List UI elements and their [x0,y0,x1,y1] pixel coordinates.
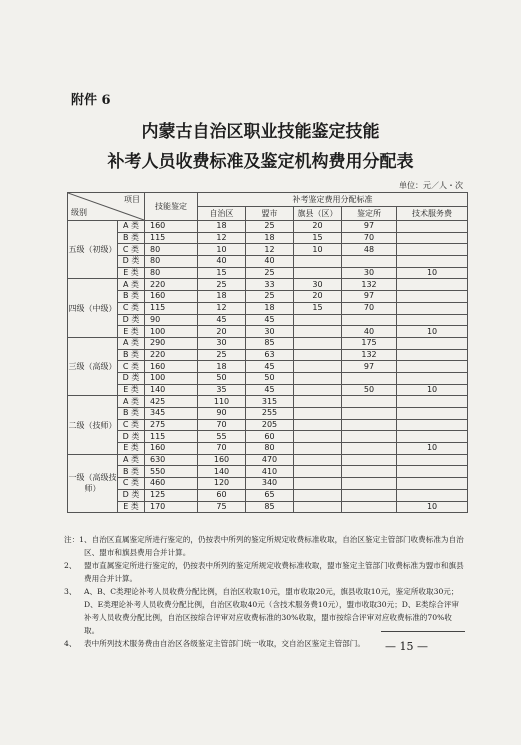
cell-station: 132 [342,349,397,361]
fee-allocation-table [67,192,468,513]
table-row [68,419,468,431]
table-row [68,279,468,291]
cell-league: 340 [246,478,294,490]
cell-station: 70 [342,302,397,314]
unit-label: 单位：元／人・次 [399,181,463,190]
cell-region: 12 [198,232,246,244]
cell-station: 50 [342,384,397,396]
cell-fee: 115 [145,302,198,314]
cell-category: B 类 [118,349,145,361]
cell-station: 30 [342,267,397,279]
table-row [68,221,468,233]
header-item-label: 项目 [124,195,140,204]
table-row [68,337,468,349]
cell-station [342,396,397,408]
cell-category: E 类 [118,501,145,513]
table-row [68,454,468,466]
cell-service [397,291,468,303]
cell-county [294,443,342,455]
cell-county [294,431,342,443]
cell-league: 25 [246,291,294,303]
cell-fee: 220 [145,349,198,361]
cell-fee: 170 [145,501,198,513]
table-row [68,372,468,384]
cell-county [294,478,342,490]
cell-region: 75 [198,501,246,513]
cell-region: 10 [198,244,246,256]
cell-category: D 类 [118,256,145,268]
table-row [68,396,468,408]
cell-category: C 类 [118,419,145,431]
cell-service [397,361,468,373]
cell-service [397,232,468,244]
cell-service [397,419,468,431]
cell-station: 97 [342,361,397,373]
cell-region: 55 [198,431,246,443]
cell-station [342,431,397,443]
cell-league: 410 [246,466,294,478]
cell-region: 120 [198,478,246,490]
cell-category: D 类 [118,314,145,326]
cell-county [294,326,342,338]
cell-region: 15 [198,267,246,279]
cell-county [294,256,342,268]
header-col-league: 盟市 [246,207,294,221]
cell-league: 25 [246,267,294,279]
cell-league: 255 [246,408,294,420]
table-row [68,431,468,443]
cell-service [397,221,468,233]
cell-county [294,501,342,513]
cell-station [342,454,397,466]
cell-league: 30 [246,326,294,338]
cell-station [342,478,397,490]
cell-service: 10 [397,384,468,396]
cell-county: 20 [294,221,342,233]
header-col-service: 技术服务费 [397,207,468,221]
cell-region: 160 [198,454,246,466]
cell-service [397,279,468,291]
cell-fee: 160 [145,291,198,303]
cell-county [294,396,342,408]
cell-station [342,372,397,384]
cell-fee: 100 [145,372,198,384]
cell-category: D 类 [118,372,145,384]
cell-county [294,466,342,478]
cell-region: 18 [198,291,246,303]
cell-fee: 80 [145,267,198,279]
cell-fee: 345 [145,408,198,420]
table-row [68,384,468,396]
cell-station [342,256,397,268]
table-row [68,314,468,326]
cell-category: C 类 [118,302,145,314]
cell-region: 25 [198,279,246,291]
cell-category: D 类 [118,489,145,501]
note-4: 4、 表中所列技术服务费由自治区各级鉴定主管部门统一收取，交自治区鉴定主管部门。 [64,639,365,648]
attachment-label: 附件 6 [71,93,111,108]
table-row [68,361,468,373]
cell-fee: 115 [145,232,198,244]
cell-county [294,314,342,326]
cell-category: A 类 [118,396,145,408]
header-diagonal-cell [68,193,145,221]
cell-region: 35 [198,384,246,396]
cell-category: B 类 [118,232,145,244]
cell-fee: 80 [145,244,198,256]
cell-station [342,408,397,420]
document-title-line-2: 补考人员收费标准及鉴定机构费用分配表 [107,152,414,172]
cell-service [397,489,468,501]
note-1: 注：1、自治区直属鉴定所进行鉴定的，仍按表中所列的鉴定所规定收费标准收取，自治区鉴定主管部门收费标准为自治区、盟市和旗县费用合并计算。 [64,535,464,557]
table-row [68,501,468,513]
cell-category: B 类 [118,291,145,303]
table-row [68,466,468,478]
cell-fee: 460 [145,478,198,490]
table-row [68,489,468,501]
cell-fee: 80 [145,256,198,268]
cell-league: 50 [246,372,294,384]
cell-region: 30 [198,337,246,349]
cell-league: 12 [246,244,294,256]
cell-category: E 类 [118,384,145,396]
cell-category: E 类 [118,267,145,279]
table-row [68,232,468,244]
table-row [68,302,468,314]
cell-county [294,267,342,279]
cell-category: B 类 [118,466,145,478]
cell-category: A 类 [118,337,145,349]
cell-region: 60 [198,489,246,501]
table-row [68,244,468,256]
level-cell: 二级（技师） [68,396,118,454]
cell-county [294,372,342,384]
cell-county: 15 [294,232,342,244]
cell-fee: 275 [145,419,198,431]
cell-fee: 550 [145,466,198,478]
cell-league: 40 [246,256,294,268]
level-cell: 三级（高级） [68,337,118,395]
cell-category: E 类 [118,443,145,455]
header-fee: 技能鉴定 [145,193,198,221]
notes [64,533,464,650]
table-row [68,478,468,490]
cell-service [397,478,468,490]
cell-station: 132 [342,279,397,291]
cell-fee: 630 [145,454,198,466]
cell-county [294,361,342,373]
cell-fee: 140 [145,384,198,396]
cell-service [397,256,468,268]
cell-county: 15 [294,302,342,314]
cell-county [294,337,342,349]
cell-category: A 类 [118,454,145,466]
cell-county [294,408,342,420]
cell-station [342,466,397,478]
table-row [68,291,468,303]
cell-fee: 220 [145,279,198,291]
table-row [68,267,468,279]
cell-category: A 类 [118,221,145,233]
cell-service: 10 [397,443,468,455]
cell-league: 63 [246,349,294,361]
cell-station [342,501,397,513]
cell-league: 18 [246,302,294,314]
cell-county [294,489,342,501]
cell-league: 65 [246,489,294,501]
cell-service [397,314,468,326]
cell-category: E 类 [118,326,145,338]
cell-region: 18 [198,221,246,233]
cell-region: 25 [198,349,246,361]
cell-region: 90 [198,408,246,420]
cell-fee: 100 [145,326,198,338]
cell-category: C 类 [118,361,145,373]
cell-region: 70 [198,443,246,455]
cell-category: C 类 [118,244,145,256]
cell-service [397,372,468,384]
cell-service [397,337,468,349]
cell-service [397,244,468,256]
cell-station: 175 [342,337,397,349]
cell-county: 10 [294,244,342,256]
cell-fee: 425 [145,396,198,408]
cell-fee: 160 [145,221,198,233]
cell-service [397,396,468,408]
cell-station: 40 [342,326,397,338]
cell-service: 10 [397,501,468,513]
cell-region: 40 [198,256,246,268]
header-level-label: 级别 [71,208,87,217]
table-row [68,443,468,455]
cell-station: 48 [342,244,397,256]
level-cell: 四级（中级） [68,279,118,337]
cell-station: 70 [342,232,397,244]
cell-league: 470 [246,454,294,466]
header-col-region: 自治区 [198,207,246,221]
cell-league: 25 [246,221,294,233]
level-cell: 一级（高级技师） [68,454,118,512]
footer-rule [381,631,465,632]
cell-league: 80 [246,443,294,455]
cell-league: 85 [246,337,294,349]
cell-league: 18 [246,232,294,244]
cell-region: 45 [198,314,246,326]
cell-station [342,489,397,501]
cell-station [342,443,397,455]
cell-county: 30 [294,279,342,291]
cell-league: 205 [246,419,294,431]
cell-station [342,314,397,326]
cell-region: 12 [198,302,246,314]
cell-county [294,454,342,466]
cell-league: 45 [246,384,294,396]
cell-region: 140 [198,466,246,478]
note-2: 2、 盟市直属鉴定所进行鉴定的，仍按表中所列的鉴定所规定收费标准收取，盟市鉴定主管部门收费标准为盟市和旗县费用合并计算。 [64,561,464,583]
cell-county [294,419,342,431]
cell-service [397,454,468,466]
cell-service [397,431,468,443]
cell-league: 45 [246,361,294,373]
cell-league: 33 [246,279,294,291]
cell-fee: 125 [145,489,198,501]
header-col-county: 旗县（区） [294,207,342,221]
cell-region: 20 [198,326,246,338]
document-title-line-1: 内蒙古自治区职业技能鉴定技能 [141,122,380,142]
cell-fee: 90 [145,314,198,326]
cell-category: D 类 [118,431,145,443]
header-col-station: 鉴定所 [342,207,397,221]
cell-county: 20 [294,291,342,303]
cell-region: 70 [198,419,246,431]
cell-county [294,384,342,396]
cell-league: 60 [246,431,294,443]
cell-service [397,349,468,361]
cell-service: 10 [397,267,468,279]
table-row [68,326,468,338]
cell-region: 110 [198,396,246,408]
cell-fee: 160 [145,361,198,373]
header-allocation: 补考鉴定费用分配标准 [198,193,468,207]
cell-category: C 类 [118,478,145,490]
level-cell: 五级（初级） [68,221,118,279]
cell-fee: 115 [145,431,198,443]
cell-category: A 类 [118,279,145,291]
cell-fee: 290 [145,337,198,349]
cell-service [397,408,468,420]
cell-service: 10 [397,326,468,338]
cell-service [397,302,468,314]
note-3: 3、 A、B、C类理论补考人员收费分配比例，自治区收取10元，盟市收取20元，旗县收取10元，鉴定所收取30元；D、E类理论补考人员收费分配比例，自治区收取40元（含技术服务费10元），盟市收取30元；D、E类综合评审补考人员收费分配比例，自治区按综合评审对应收费标准的30%收取，盟市按综合评审对应收费标准的70%收取。 [64,587,459,635]
cell-league: 315 [246,396,294,408]
cell-station: 97 [342,291,397,303]
page-number: — 15 — [385,640,428,653]
table-row [68,256,468,268]
cell-fee: 160 [145,443,198,455]
cell-category: B 类 [118,408,145,420]
table-row [68,349,468,361]
cell-county [294,349,342,361]
cell-station [342,419,397,431]
table-row [68,408,468,420]
cell-service [397,466,468,478]
cell-region: 50 [198,372,246,384]
cell-region: 18 [198,361,246,373]
cell-station: 97 [342,221,397,233]
cell-league: 45 [246,314,294,326]
cell-league: 85 [246,501,294,513]
